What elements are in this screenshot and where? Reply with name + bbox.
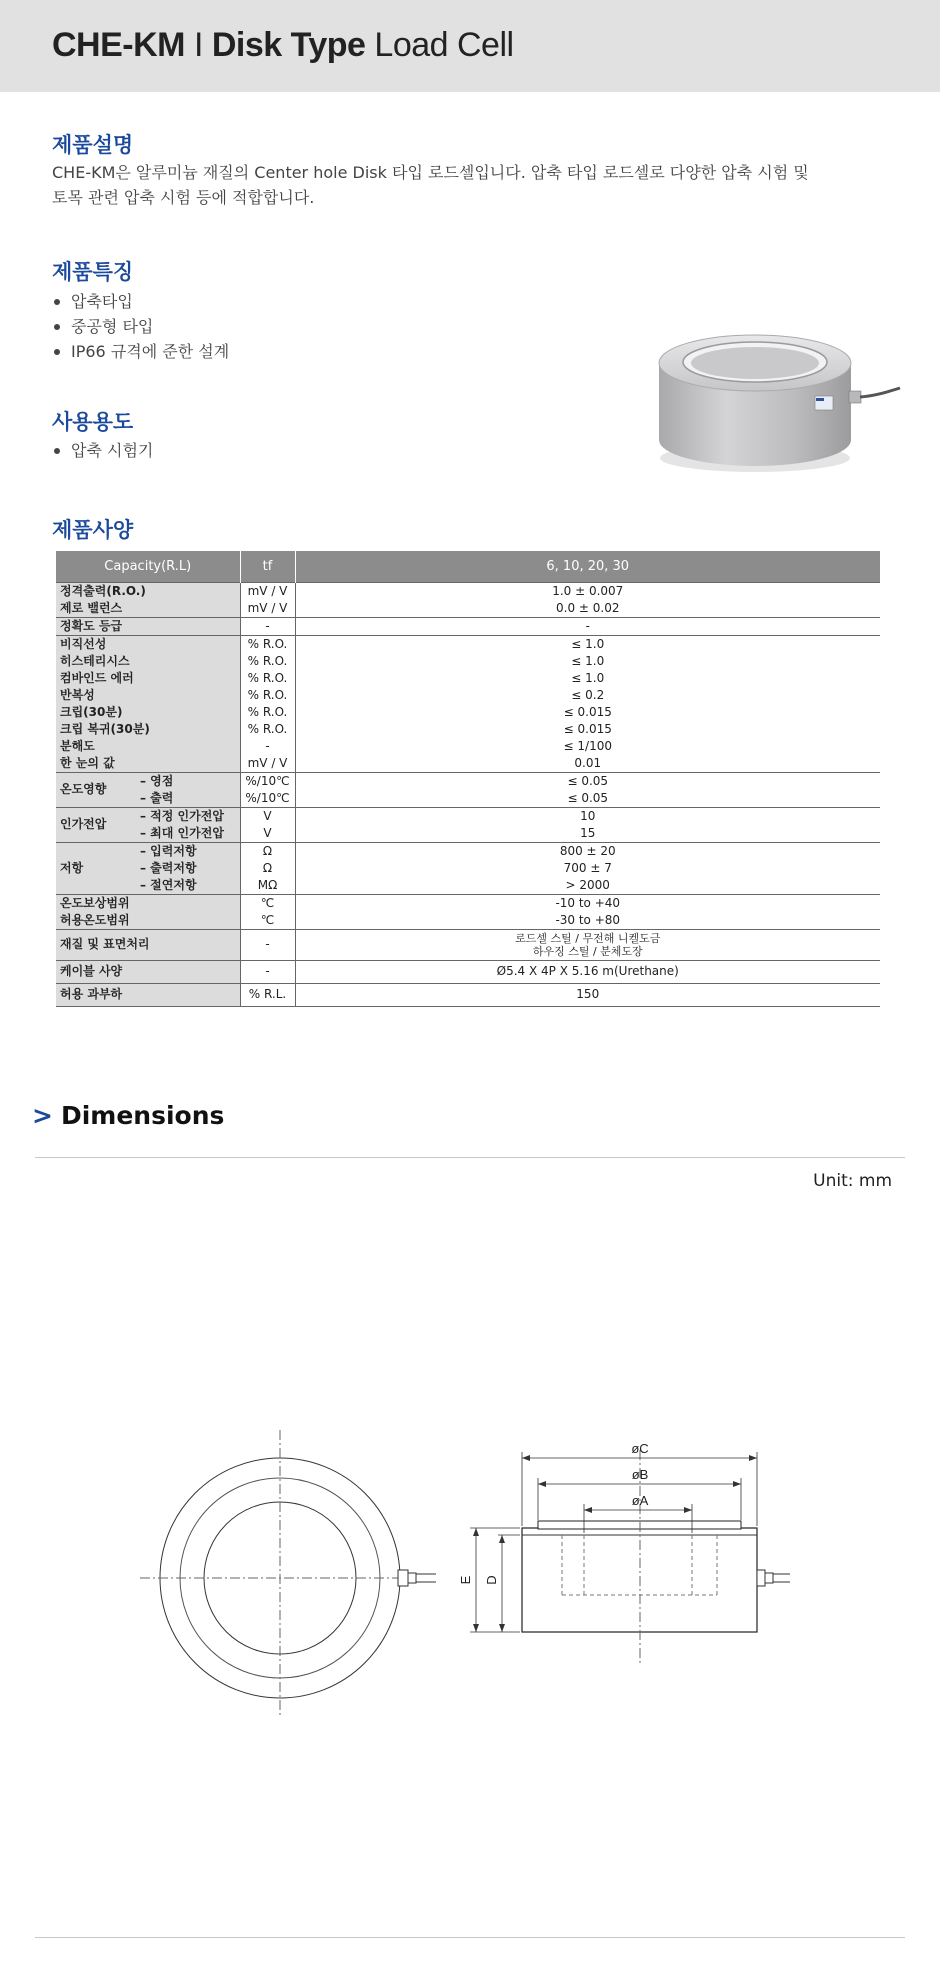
product-image	[655, 318, 905, 478]
table-row: 온도영향 – 영점 – 출력 %/10℃ %/10℃ ≤ 0.05 ≤ 0.05	[56, 772, 880, 807]
column-header: tf	[240, 551, 295, 582]
title-type: Disk Type	[211, 26, 366, 64]
table-row: 인가전압 – 적정 인가전압 – 최대 인가전압 V V 10 15	[56, 807, 880, 842]
divider	[35, 1157, 905, 1158]
bullet-icon	[54, 349, 60, 355]
table-row: 저항 – 입력저항 – 출력저항 – 절연저항 Ω Ω MΩ 800 ± 20 700 ± 7 > 2000	[56, 842, 880, 894]
dim-label-c: øC	[631, 1441, 649, 1456]
features-heading: 제품특징	[52, 260, 134, 284]
table-header-row	[56, 551, 880, 582]
column-header: 6, 10, 20, 30	[295, 551, 880, 582]
features-list	[52, 289, 229, 364]
dimensions-heading: > Dimensions	[32, 1101, 225, 1130]
dimension-drawing	[140, 1420, 820, 1730]
column-header: Capacity(R.L)	[56, 551, 240, 582]
usage-list	[52, 438, 153, 463]
title-separator: I	[193, 26, 203, 64]
page-title	[52, 26, 514, 65]
description-text	[52, 160, 812, 210]
unit-label: Unit: mm	[813, 1171, 892, 1191]
table-row: 온도보상범위 허용온도범위 ℃ ℃ -10 to +40 -30 to +80	[56, 894, 880, 929]
dim-label-d: D	[484, 1575, 499, 1585]
description-heading: 제품설명	[52, 133, 134, 157]
dim-label-b: øB	[631, 1467, 649, 1482]
table-row: 정격출력(R.O.) 제로 밸런스 mV / V mV / V 1.0 ± 0.007 0.0 ± 0.02	[56, 582, 880, 617]
bullet-icon	[54, 324, 60, 330]
list-item: 압축타입	[52, 289, 229, 314]
dim-label-a: øA	[631, 1493, 649, 1508]
list-item: IP66 규격에 준한 설계	[52, 339, 229, 364]
usage-heading: 사용용도	[52, 410, 134, 434]
table-row: 허용 과부하 % R.L. 150	[56, 983, 880, 1006]
table-row: 케이블 사양 - Ø5.4 X 4P X 5.16 m(Urethane)	[56, 960, 880, 983]
list-item: 중공형 타입	[52, 314, 229, 339]
divider	[35, 1937, 905, 1938]
list-item: 압축 시험기	[52, 438, 153, 463]
chevron-right-icon: >	[32, 1101, 53, 1130]
bullet-icon	[54, 448, 60, 454]
title-category: Load Cell	[374, 26, 514, 64]
bullet-icon	[54, 299, 60, 305]
description-line: CHE-KM은 알루미늄 재질의 Center hole Disk 타입 로드셀입니다. 압축 타입 로드셀로 다양한 압축 시험 및	[52, 163, 809, 182]
table-row: 정확도 등급 - -	[56, 617, 880, 635]
table-row: 비직선성 히스테리시스 컴바인드 에러 반복성 크립(30분) 크립 복귀(30분) 분해도 한 눈의 값 % R.O. % R.O. % R.O. % R.O. % R.O. % R.O. - mV / V ≤ 1.0 ≤ 1.0 ≤ 1.0 ≤ 0.2 ≤ 0.015 ≤ 0.015 ≤ 1/100 0.01	[56, 635, 880, 772]
description-line: 토목 관련 압축 시험 등에 적합합니다.	[52, 188, 315, 207]
specs-heading: 제품사양	[52, 518, 134, 542]
dim-label-e: E	[458, 1575, 473, 1585]
table-row: 재질 및 표면처리 - 로드셀 스틸 / 무전해 니켈도금 하우징 스틸 / 분체도장	[56, 929, 880, 960]
spec-table	[56, 551, 880, 1007]
model-name: CHE-KM	[52, 26, 185, 64]
